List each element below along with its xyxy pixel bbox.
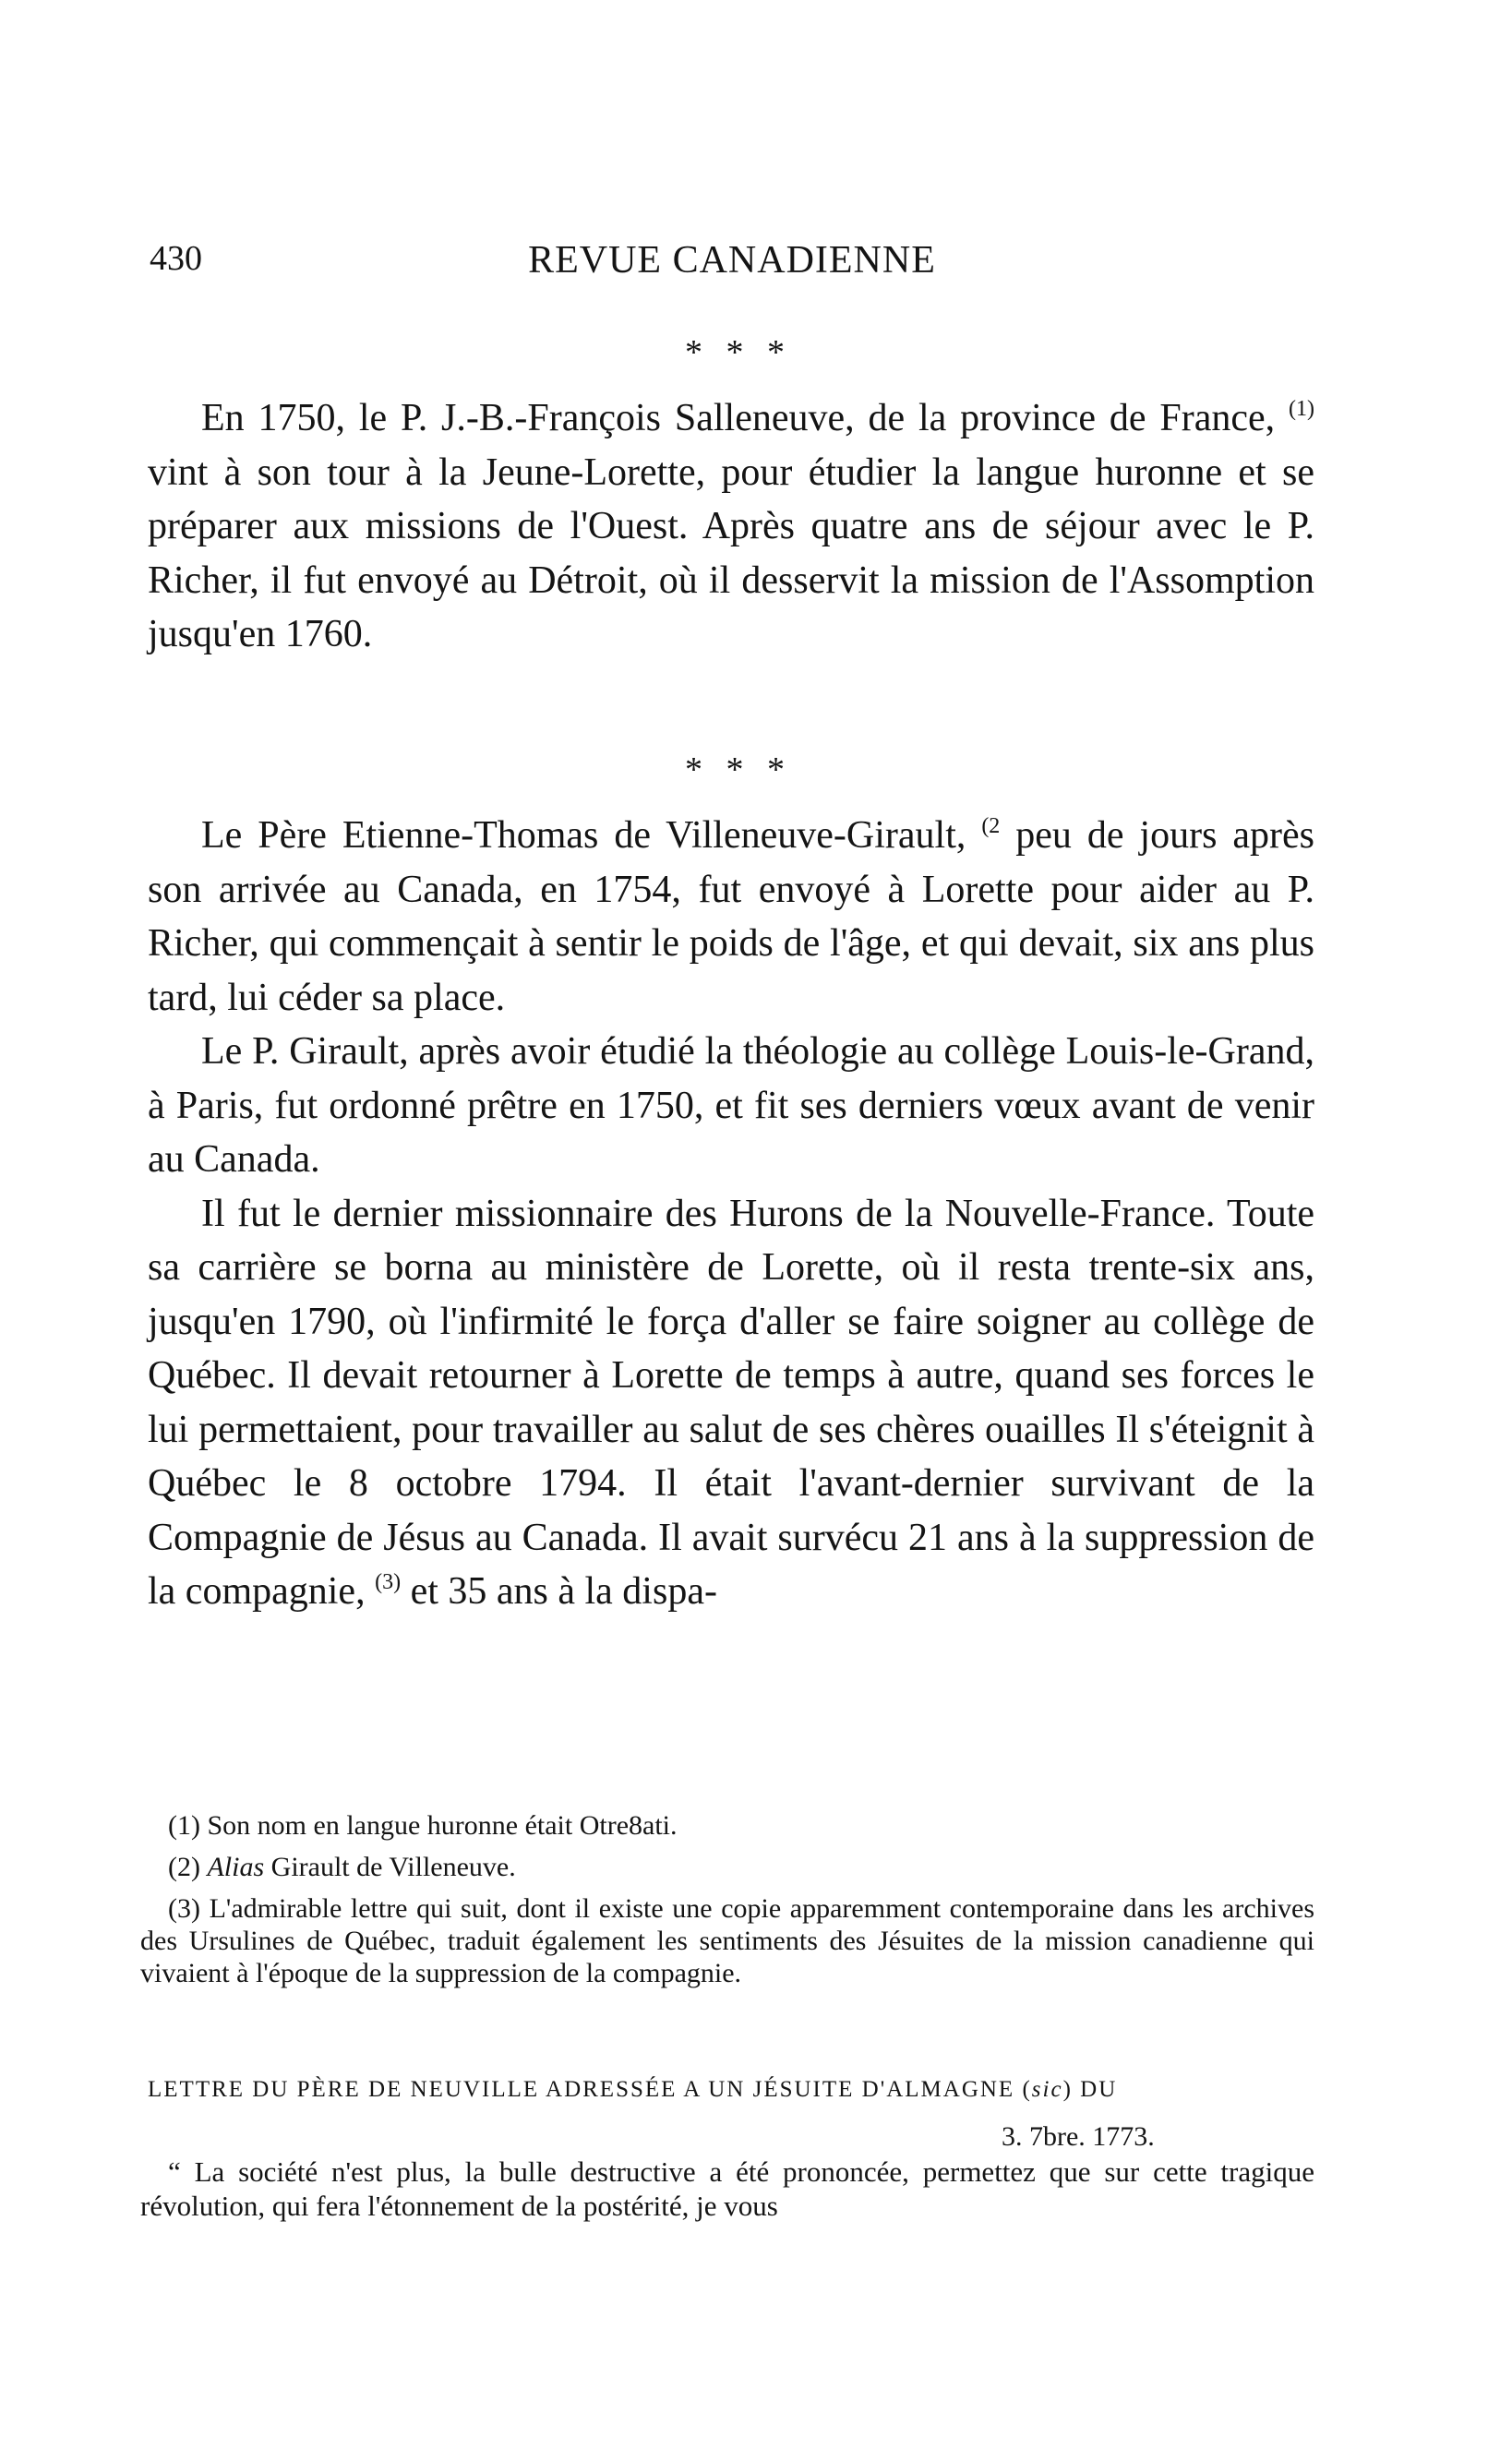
paragraph-text: peu de jours après son arrivée au Canada, en 1754, fut envoyé à Lorette pour aider au P. Richer, qui commençait à sentir le poids de l'âge, et qui devait, six ans plus tard, lui céder sa place. — [148, 814, 1314, 1019]
section-separator: * * * — [685, 333, 792, 372]
footnote-ref-1: (1) — [1289, 397, 1315, 421]
letter-heading — [148, 2077, 1314, 2103]
footnote-text: Son nom en langue huronne était Otre8ati. — [199, 1810, 678, 1841]
body-text-section-1 — [148, 391, 1314, 662]
footnote-mark: (2) — [168, 1852, 200, 1882]
footnote-2 — [140, 1851, 1314, 1883]
letter-heading-text: LETTRE DU PÈRE DE NEUVILLE ADRESSÉE A UN JÉSUITE D'ALMAGNE ( — [148, 2077, 1032, 2102]
footnote-alias: Alias — [207, 1852, 265, 1882]
footnote-1 — [140, 1809, 1314, 1842]
paragraph-salleneuve — [148, 391, 1314, 662]
page-header — [150, 238, 1314, 294]
footnote-ref-3: (3) — [375, 1570, 402, 1594]
letter-heading-sic: sic — [1031, 2077, 1063, 2102]
paragraph-villeneuve-girault — [148, 809, 1314, 1025]
page-number: 430 — [150, 239, 202, 278]
section-separator: * * * — [685, 750, 792, 789]
paragraph-text: et 35 ans à la dispa- — [401, 1570, 717, 1613]
letter-opening: “ La société n'est plus, la bulle destructive a été prononcée, permettez que sur cette tragique révolution, qui fera l'étonnement de la postérité, je vous — [140, 2155, 1314, 2222]
footnote-mark: (3) — [168, 1893, 200, 1924]
footnote-mark: (1) — [168, 1810, 200, 1841]
paragraph-text: Le Père Etienne-Thomas de Villeneuve-Girault, — [201, 814, 966, 857]
paragraph-text: vint à son tour à la Jeune-Lorette, pour étudier la langue huronne et se préparer aux missions de l'Ouest. Après quatre ans de séjour avec le P. Richer, il fut envoyé au Détroit, où il desservit la mission de l'Assomption jusqu'en 1760. — [148, 450, 1314, 655]
body-text-section-2 — [148, 809, 1314, 1619]
footnote-ref-2: (2 — [981, 814, 1001, 838]
paragraph-text: Il fut le dernier missionnaire des Hurons de la Nouvelle-France. Toute sa carrière se borna au ministère de Lorette, où il resta trente-six ans, jusqu'en 1790, où l'infirmité le força d'aller se faire soigner au collège de Québec. Il devait retourner à Lorette de temps à autre, quand ses forces le lui permettaient, pour travailler au salut de ses chères ouailles Il s'éteignit à Québec le 8 octobre 1794. Il était l'avant-dernier survivant de la Compagnie de Jésus au Canada. Il avait survécu 21 ans à la suppression de la compagnie, — [148, 1192, 1314, 1613]
footnotes — [140, 1809, 1314, 1999]
footnote-3 — [140, 1892, 1314, 1989]
letter-heading-text: ) DU — [1062, 2077, 1118, 2102]
footnote-text: Girault de Villeneuve. — [264, 1852, 516, 1882]
footnote-text: L'admirable lettre qui suit, dont il existe une copie apparemment contemporaine dans les archives des Ursulines de Québec, traduit également les sentiments des Jésuites de la mission canadienne qui vivaient à l'époque de la suppression de la compagnie. — [140, 1893, 1314, 1988]
paragraph-text: En 1750, le P. J.-B.-François Salleneuve, de la province de France, — [201, 397, 1276, 439]
paragraph-last-missionary — [148, 1187, 1314, 1619]
letter-date: 3. 7bre. 1773. — [1002, 2121, 1155, 2152]
running-title: REVUE CANADIENNE — [528, 239, 936, 282]
paragraph-girault-studies: Le P. Girault, après avoir étudié la théologie au collège Louis-le-Grand, à Paris, fut ordonné prêtre en 1750, et fit ses derniers vœux avant de venir au Canada. — [148, 1030, 1314, 1181]
